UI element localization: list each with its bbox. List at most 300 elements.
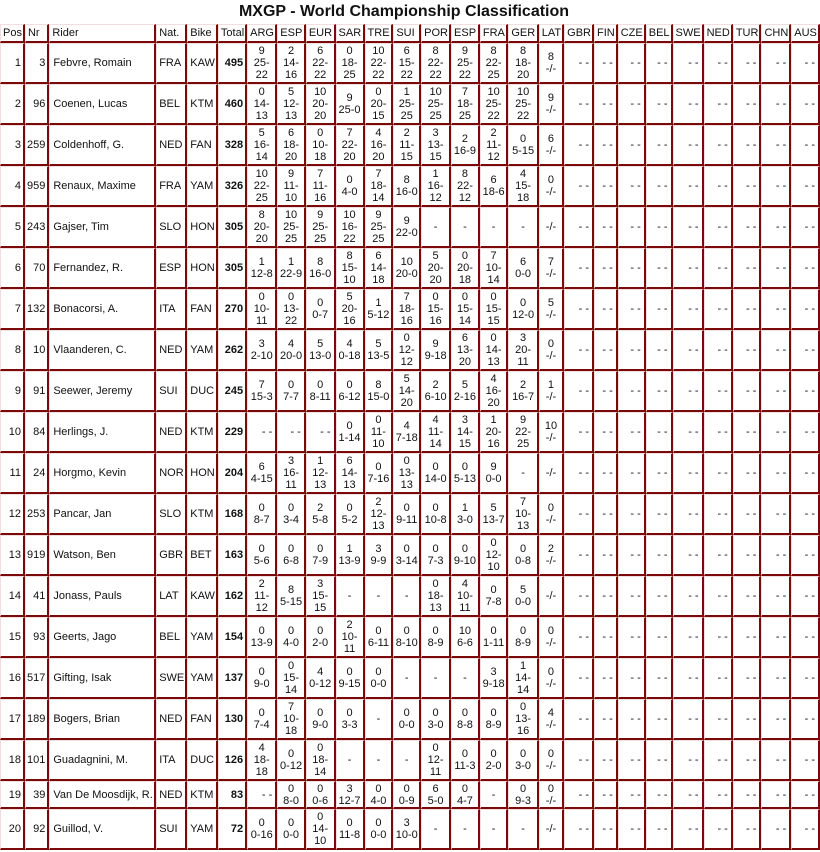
race-result-cell — [306, 43, 336, 84]
future-race-cell: - - — [564, 453, 594, 494]
gp-points: 9 — [520, 414, 527, 426]
race-result-cell — [365, 617, 394, 658]
race-result-cell — [277, 207, 306, 248]
column-header: BEL — [646, 24, 673, 43]
moto-results: 20 — [516, 69, 530, 81]
gp-points: 9 — [288, 168, 295, 180]
gp-points: 0 — [461, 748, 468, 760]
column-header: SWE — [673, 24, 704, 43]
table-row — [0, 453, 820, 494]
future-race-cell: - - — [761, 84, 791, 125]
gp-points: 0 — [317, 707, 324, 719]
moto-results: 14- — [253, 98, 270, 110]
gp-points: 0 — [288, 782, 295, 795]
moto-results: 6-12 — [338, 391, 361, 403]
race-result-cell — [247, 125, 277, 166]
race-result-cell — [306, 166, 336, 207]
moto-results: 10- — [283, 713, 300, 725]
gp-points: 1 — [520, 660, 527, 672]
moto-results: 25- — [253, 57, 270, 69]
moto-results: 7-7 — [283, 391, 300, 403]
race-result-cell — [539, 494, 564, 535]
moto-results: 18 — [516, 192, 530, 204]
future-race-cell: - - — [673, 740, 704, 781]
moto-results: 13 — [343, 479, 356, 491]
race-result-cell — [451, 617, 480, 658]
race-result-cell — [306, 699, 336, 740]
moto-results: 16- — [427, 180, 444, 192]
future-race-cell: - - — [618, 658, 646, 699]
nationality-cell: NED — [156, 781, 187, 809]
moto-results: 12- — [485, 549, 502, 561]
future-race-cell: - - — [646, 494, 673, 535]
moto-results: 10- — [485, 262, 502, 274]
rider-number-cell: 3 — [25, 43, 49, 84]
future-race-cell: - - — [761, 207, 791, 248]
race-result-cell — [539, 576, 564, 617]
future-race-cell: - - — [761, 576, 791, 617]
column-header: Nat. — [156, 24, 187, 43]
race-result-cell — [365, 535, 394, 576]
gp-points: 0 — [547, 748, 555, 760]
bike-cell: KTM — [187, 84, 218, 125]
gp-points: 9 — [375, 209, 382, 221]
moto-results: 11 — [459, 602, 471, 614]
gp-points: 4 — [375, 127, 382, 139]
moto-results: 16-7 — [512, 391, 535, 403]
gp-points: 10 — [314, 86, 327, 98]
race-result-cell — [247, 412, 277, 453]
future-race-cell: - - — [704, 207, 733, 248]
gp-points: 0 — [258, 86, 265, 98]
position-cell: 2 — [0, 84, 25, 125]
bike-cell: FAN — [187, 125, 218, 166]
race-result-cell — [336, 43, 365, 84]
moto-results: 9-0 — [312, 719, 329, 731]
gp-points: 0 — [288, 817, 295, 829]
gp-points: - — [521, 467, 525, 479]
gp-points: 0 — [432, 502, 439, 514]
gp-points: 0 — [258, 707, 265, 719]
future-race-cell: - - — [564, 330, 594, 371]
table-row — [0, 781, 820, 809]
column-header: Nr — [25, 24, 49, 43]
race-result-cell — [247, 371, 277, 412]
moto-results: 22- — [312, 57, 329, 69]
race-result-cell — [393, 330, 421, 371]
rider-number-cell: 91 — [25, 371, 49, 412]
future-race-cell: - - — [673, 453, 704, 494]
column-header: POR — [421, 24, 451, 43]
race-result-cell — [421, 617, 451, 658]
future-race-cell: - - — [564, 207, 594, 248]
bike-cell: HON — [187, 453, 218, 494]
race-result-cell — [451, 658, 480, 699]
gp-points: 0 — [520, 782, 527, 795]
moto-results: 15- — [485, 303, 502, 315]
nationality-cell: SWE — [156, 658, 187, 699]
moto-results: 25 — [314, 233, 327, 245]
race-result-cell — [306, 207, 336, 248]
bike-cell: KTM — [187, 781, 218, 809]
nationality-cell: ESP — [156, 248, 187, 289]
gp-points: - — [521, 221, 525, 233]
future-race-cell: - - — [704, 809, 733, 850]
moto-results: 3-3 — [341, 719, 358, 731]
rider-number-cell: 70 — [25, 248, 49, 289]
race-result-cell — [336, 617, 365, 658]
total-points-cell: 168 — [218, 494, 247, 535]
table-row — [0, 125, 820, 166]
moto-results: 25 — [458, 110, 472, 122]
race-result-cell — [508, 43, 538, 84]
moto-results: 6-10 — [424, 391, 447, 403]
moto-results: 22- — [253, 180, 270, 192]
rider-number-cell: 10 — [25, 330, 49, 371]
future-race-cell: - - — [733, 371, 762, 412]
gp-points: 6 — [520, 256, 527, 268]
column-header: CZE — [618, 24, 646, 43]
table-row — [0, 330, 820, 371]
gp-points: 1 — [403, 86, 410, 98]
gp-points: 0 — [346, 666, 353, 678]
rider-number-cell: 93 — [25, 617, 49, 658]
moto-results: 15- — [398, 57, 415, 69]
gp-points: - — [433, 221, 438, 233]
gp-points: 8 — [547, 51, 555, 63]
gp-points: 0 — [403, 707, 410, 719]
gp-points: 0 — [346, 707, 353, 719]
table-row — [0, 166, 820, 207]
rider-number-cell: 96 — [25, 84, 49, 125]
moto-results: 16-9 — [453, 145, 476, 157]
rider-number-cell: 517 — [25, 658, 49, 699]
race-result-cell — [480, 166, 509, 207]
gp-points: - — [404, 672, 409, 684]
moto-results: 0-0 — [398, 719, 415, 731]
gp-points: - — [491, 823, 496, 835]
gp-points: 8 — [288, 584, 295, 596]
rider-number-cell: 39 — [25, 781, 49, 809]
gp-points: - — [376, 713, 381, 725]
moto-results: 16- — [341, 221, 358, 233]
moto-results: 0-18 — [338, 350, 361, 362]
race-result-cell — [393, 658, 421, 699]
moto-results: 0-0 — [485, 473, 502, 485]
race-result-cell — [247, 494, 277, 535]
moto-results: 22- — [485, 57, 502, 69]
gp-points: - — [376, 590, 381, 602]
gp-points: 2 — [432, 379, 439, 391]
moto-results: 6-6 — [456, 637, 473, 649]
race-result-cell — [277, 43, 306, 84]
moto-results: -/- — [545, 268, 557, 280]
gp-points: 2 — [461, 133, 468, 145]
moto-results: 2-0 — [485, 760, 502, 772]
nationality-cell: NED — [156, 699, 187, 740]
moto-results: 20 — [429, 274, 442, 286]
gp-points: - - — [261, 426, 273, 438]
moto-results: 15- — [456, 303, 473, 315]
future-race-cell: - - — [791, 84, 820, 125]
future-race-cell: - - — [761, 699, 791, 740]
race-result-cell — [336, 166, 365, 207]
race-result-cell — [247, 84, 277, 125]
moto-results: 22- — [341, 139, 358, 151]
nationality-cell: SLO — [156, 207, 187, 248]
race-result-cell — [539, 699, 564, 740]
race-result-cell — [247, 166, 277, 207]
race-result-cell — [393, 43, 421, 84]
gp-points: 1 — [547, 379, 555, 391]
moto-results: 14 — [458, 315, 472, 327]
race-result-cell — [480, 658, 509, 699]
gp-points: 0 — [461, 250, 468, 262]
total-points-cell: 305 — [218, 207, 247, 248]
moto-results: 13 — [314, 479, 327, 491]
table-row — [0, 617, 820, 658]
gp-points: 0 — [346, 379, 353, 391]
moto-results: 3-0 — [427, 719, 444, 731]
future-race-cell: - - — [564, 699, 594, 740]
future-race-cell: - - — [791, 166, 820, 207]
gp-points: 2 — [375, 496, 382, 508]
race-result-cell — [480, 84, 509, 125]
race-result-cell — [421, 43, 451, 84]
position-cell: 10 — [0, 412, 25, 453]
moto-results: 3-0 — [515, 760, 532, 772]
future-race-cell: - - — [594, 576, 618, 617]
race-result-cell — [451, 125, 480, 166]
moto-results: 1-14 — [338, 432, 361, 444]
gp-points: 0 — [490, 748, 497, 760]
table-row — [0, 412, 820, 453]
gp-points: 0 — [432, 707, 439, 719]
race-result-cell — [365, 84, 394, 125]
gp-points: 7 — [288, 701, 295, 713]
future-race-cell: - - — [733, 494, 762, 535]
race-result-cell — [336, 535, 365, 576]
moto-results: 14 — [516, 684, 530, 696]
gp-points: 0 — [432, 578, 439, 590]
race-result-cell — [393, 494, 421, 535]
race-result-cell — [393, 289, 421, 330]
race-result-cell — [421, 412, 451, 453]
moto-results: 15- — [515, 180, 532, 192]
gp-points: 8 — [317, 256, 324, 268]
moto-results: 13-9 — [338, 555, 361, 567]
gp-points: 0 — [258, 666, 265, 678]
future-race-cell: - - — [673, 207, 704, 248]
future-race-cell: - - — [761, 43, 791, 84]
race-result-cell — [306, 289, 336, 330]
race-result-cell — [365, 248, 394, 289]
gp-points: - — [404, 590, 409, 602]
moto-results: 14 — [487, 274, 500, 286]
race-result-cell — [365, 658, 394, 699]
race-result-cell — [421, 453, 451, 494]
race-result-cell — [421, 535, 451, 576]
race-result-cell — [508, 494, 538, 535]
race-result-cell — [480, 207, 509, 248]
future-race-cell: - - — [618, 166, 646, 207]
moto-results: 12-7 — [338, 794, 361, 807]
page-title: MXGP - World Championship Classification — [238, 3, 570, 20]
moto-results: 5-6 — [253, 555, 270, 567]
moto-results: 6-8 — [283, 555, 300, 567]
gp-points: 6 — [461, 332, 468, 344]
moto-results: 22 — [314, 69, 327, 81]
gp-points: 0 — [317, 297, 324, 309]
future-race-cell: - - — [646, 84, 673, 125]
moto-results: 10- — [341, 631, 358, 643]
race-result-cell — [393, 809, 421, 850]
total-points-cell: 245 — [218, 371, 247, 412]
column-header: SAR — [336, 24, 365, 43]
gp-points: 3 — [403, 817, 410, 829]
moto-results: 14- — [312, 823, 329, 835]
total-points-cell: 305 — [218, 248, 247, 289]
future-race-cell: - - — [594, 453, 618, 494]
moto-results: 2-10 — [250, 350, 273, 362]
gp-points: 8 — [375, 379, 382, 391]
gp-points: 0 — [288, 502, 295, 514]
future-race-cell: - - — [761, 125, 791, 166]
future-race-cell: - - — [564, 125, 594, 166]
gp-points: 0 — [403, 543, 410, 555]
bike-cell: YAM — [187, 809, 218, 850]
nationality-cell: SUI — [156, 371, 187, 412]
gp-points: 5 — [403, 373, 410, 385]
moto-results: 9-15 — [338, 678, 361, 690]
future-race-cell: - - — [646, 125, 673, 166]
table-row — [0, 43, 820, 84]
moto-results: 18- — [283, 139, 300, 151]
race-result-cell — [277, 658, 306, 699]
total-points-cell: 126 — [218, 740, 247, 781]
rider-name-cell: Gifting, Isak — [49, 658, 156, 699]
gp-points: 3 — [258, 338, 265, 350]
gp-points: - — [463, 823, 467, 835]
future-race-cell: - - — [791, 125, 820, 166]
future-race-cell: - - — [594, 658, 618, 699]
moto-results: 15 — [314, 602, 327, 614]
moto-results: 12 — [458, 192, 472, 204]
race-result-cell — [451, 166, 480, 207]
gp-points: 0 — [520, 297, 527, 309]
moto-results: 13- — [398, 467, 415, 479]
moto-results: 0-12 — [280, 760, 303, 772]
nationality-cell: BEL — [156, 84, 187, 125]
moto-results: 0-0 — [283, 829, 300, 841]
gp-points: 0 — [317, 379, 324, 391]
race-result-cell — [336, 453, 365, 494]
moto-results: 12-8 — [250, 268, 273, 280]
moto-results: -/- — [545, 186, 557, 198]
future-race-cell: - - — [594, 617, 618, 658]
gp-points: 6 — [432, 782, 439, 795]
race-result-cell — [539, 125, 564, 166]
moto-results: 7-18 — [395, 432, 418, 444]
rider-number-cell: 24 — [25, 453, 49, 494]
future-race-cell: - - — [761, 494, 791, 535]
race-result-cell — [451, 576, 480, 617]
position-cell: 12 — [0, 494, 25, 535]
race-result-cell — [508, 207, 538, 248]
race-result-cell — [336, 494, 365, 535]
future-race-cell: - - — [733, 740, 762, 781]
gp-points: 5 — [346, 291, 353, 303]
gp-points: 0 — [490, 537, 497, 549]
position-cell: 6 — [0, 248, 25, 289]
future-race-cell: - - — [704, 494, 733, 535]
moto-results: 22- — [515, 426, 532, 438]
race-result-cell — [451, 84, 480, 125]
future-race-cell: - - — [791, 535, 820, 576]
gp-points: 0 — [288, 543, 295, 555]
race-result-cell — [277, 248, 306, 289]
moto-results: 1-11 — [483, 637, 505, 649]
future-race-cell: - - — [646, 371, 673, 412]
position-cell: 1 — [0, 43, 25, 84]
race-result-cell — [421, 207, 451, 248]
future-race-cell: - - — [704, 617, 733, 658]
gp-points: 3 — [346, 782, 353, 795]
moto-results: 10 — [314, 835, 327, 847]
race-result-cell — [306, 84, 336, 125]
moto-results: 20- — [456, 262, 473, 274]
moto-results: 22- — [370, 57, 387, 69]
column-header: Bike — [187, 24, 218, 43]
race-result-cell — [306, 453, 336, 494]
future-race-cell: - - — [646, 330, 673, 371]
race-result-cell — [508, 166, 538, 207]
race-result-cell — [336, 699, 365, 740]
moto-results: 4-15 — [250, 473, 273, 485]
moto-results: 9-18 — [482, 678, 505, 690]
gp-points: - - — [290, 426, 301, 438]
future-race-cell: - - — [646, 576, 673, 617]
future-race-cell: - - — [646, 43, 673, 84]
gp-points: 0 — [520, 748, 527, 760]
future-race-cell: - - — [594, 494, 618, 535]
future-race-cell: - - — [618, 84, 646, 125]
total-points-cell: 137 — [218, 658, 247, 699]
gp-points: 8 — [403, 174, 410, 186]
moto-results: -/- — [545, 794, 557, 807]
race-result-cell — [480, 330, 509, 371]
table-row — [0, 658, 820, 699]
race-result-cell — [336, 371, 365, 412]
gp-points: 0 — [317, 625, 324, 637]
rider-name-cell: Pancar, Jan — [49, 494, 156, 535]
moto-results: 13 — [487, 356, 500, 368]
race-result-cell — [393, 412, 421, 453]
moto-results: 15- — [312, 590, 329, 602]
gp-points: 6 — [346, 455, 353, 467]
moto-results: -/- — [545, 719, 557, 731]
moto-results: 10-0 — [395, 829, 418, 841]
moto-results: 22- — [427, 57, 444, 69]
rider-name-cell: Vlaanderen, C. — [49, 330, 156, 371]
race-result-cell — [480, 248, 509, 289]
moto-results: 14 — [284, 684, 298, 696]
race-result-cell — [393, 207, 421, 248]
moto-results: 22 — [458, 69, 472, 81]
gp-points: 4 — [403, 420, 410, 432]
future-race-cell: - - — [646, 699, 673, 740]
moto-results: 3-14 — [395, 555, 418, 567]
